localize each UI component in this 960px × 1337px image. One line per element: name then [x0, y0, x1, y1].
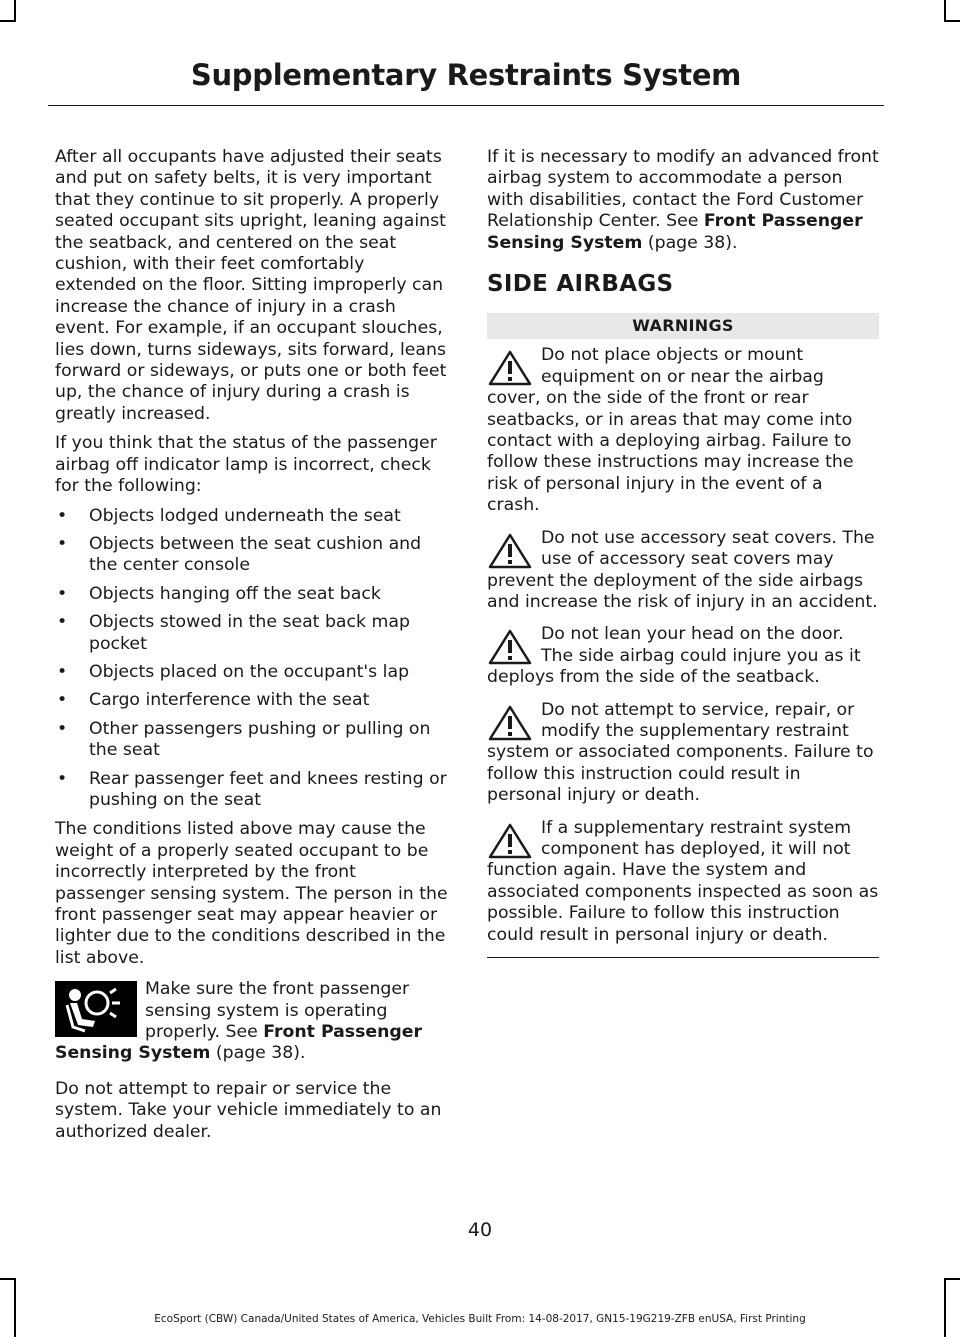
list-item: [55, 662, 448, 683]
bullet-marker: •: [57, 718, 68, 739]
bullet-marker: •: [57, 583, 68, 604]
paragraph: Do not attempt to repair or service the system. Take your vehicle immediately to an authorized dealer.: [55, 1078, 442, 1142]
bullet-list: [55, 506, 448, 812]
list-item: [55, 690, 448, 711]
warning-triangle-icon: [487, 822, 533, 860]
list-item: [55, 584, 448, 605]
list-item-text: Other passengers pushing or pulling on the seat: [89, 718, 431, 761]
warning-text: Do not attempt to service, repair, or modify the supplementary restraint system or associated components. Failure to follow this instruction could result in personal injury or death.: [487, 699, 874, 806]
warning-item: [487, 700, 879, 807]
list-item-text: Objects lodged underneath the seat: [89, 505, 401, 526]
bullet-marker: •: [57, 661, 68, 682]
crop-mark: [944, 20, 960, 22]
warning-triangle-icon: [487, 532, 533, 570]
paragraph: After all occupants have adjusted their seats and put on safety belts, it is very important that they continue to sit properly. A properly seated occupant sits upright, leaning against the seatback, and centered on the seat cushion, with their feet comfortably extended on the floor. Sitting improperly can increase the chance of injury in a crash event. For example, if an occupant slouches, lies down, turns sideways, sits forward, leans forward or sideways, or puts one or both feet up, the chance of injury during a crash is greatly increased.: [55, 147, 447, 424]
list-item-text: Cargo interference with the seat: [89, 690, 370, 711]
cross-reference-link[interactable]: Front Passenger Sensing System: [55, 1022, 423, 1064]
warnings-end-rule: [487, 957, 879, 958]
list-item: [55, 612, 448, 655]
paragraph: If you think that the status of the passenger airbag off indicator lamp is incorrect, check for the following:: [55, 433, 437, 497]
crop-mark: [14, 1278, 16, 1337]
bullet-marker: •: [57, 690, 68, 711]
left-column: [55, 147, 448, 1151]
cross-reference-link[interactable]: Front Passenger Sensing System: [487, 211, 863, 253]
crop-mark: [944, 1278, 946, 1337]
section-heading: SIDE AIRBAGS: [487, 271, 674, 298]
crop-mark: [0, 1278, 16, 1280]
paragraph: If it is necessary to modify an advanced front airbag system to accommodate a person with disabilities, contact the Ford Customer Relationship Center. See Front Passenger Sensing System (page 38).: [487, 147, 879, 253]
page-title: Supplementary Restraints System: [190, 58, 742, 92]
list-item-text: Rear passenger feet and knees resting or pushing on the seat: [89, 768, 447, 810]
list-item-text: Objects placed on the occupant's lap: [89, 661, 410, 682]
warning-text: Do not use accessory seat covers. The use of accessory seat covers may prevent the deployment of the side airbags and increase the risk of injury in an accident.: [487, 527, 878, 612]
warning-triangle-icon: [487, 628, 533, 666]
warning-item: [487, 345, 879, 516]
crop-mark: [0, 20, 16, 22]
list-item: [55, 769, 448, 812]
list-item-text: Objects stowed in the seat back map pocket: [89, 612, 410, 654]
header-rule: [48, 105, 884, 106]
warning-item: [487, 624, 879, 688]
bullet-marker: •: [57, 533, 68, 554]
airbag-paragraph: Make sure the front passenger sensing system is operating properly. See Front Passenger Sensing System (page 38).: [55, 979, 423, 1064]
list-item: [55, 506, 448, 527]
warning-triangle-icon: [487, 349, 533, 387]
list-item: [55, 534, 448, 577]
crop-mark: [944, 1278, 960, 1280]
bullet-marker: •: [57, 612, 68, 633]
list-item: [55, 719, 448, 762]
list-item-text: Objects hanging off the seat back: [89, 583, 381, 604]
warnings-banner: WARNINGS: [487, 313, 879, 339]
crop-mark: [14, 0, 16, 22]
warning-triangle-icon: [487, 704, 533, 742]
paragraph: The conditions listed above may cause the weight of a properly seated occupant to be incorrectly interpreted by the front passenger sensing system. The person in the front passenger seat may appear heavier or lighter due to the conditions described in the list above.: [55, 819, 448, 968]
warning-item: [487, 818, 879, 946]
warning-text: Do not lean your head on the door. The side airbag could injure you as it deploys from the side of the seatback.: [487, 624, 861, 688]
right-column: [487, 147, 879, 958]
crop-mark: [944, 0, 946, 22]
bullet-marker: •: [57, 505, 68, 526]
warning-item: [487, 528, 879, 614]
footer-text: EcoSport (CBW) Canada/United States of America, Vehicles Built From: 14-08-2017, GN15-19G219-ZFB enUSA, First Printing: [154, 1313, 806, 1325]
warning-text: If a supplementary restraint system component has deployed, it will not function again. Have the system and associated components inspected as soon as possible. Failure to follow this instruction could result in personal injury or death.: [487, 817, 879, 945]
airbag-warning-icon: [55, 981, 137, 1037]
page-number: 40: [467, 1219, 493, 1241]
bullet-marker: •: [57, 768, 68, 789]
warning-text: Do not place objects or mount equipment on or near the airbag cover, on the side of the front or rear seatbacks, or in areas that may come into contact with a deploying airbag. Failure to follow these instructions may increase the risk of personal injury in the event of a crash.: [487, 345, 854, 516]
list-item-text: Objects between the seat cushion and the center console: [89, 533, 422, 576]
